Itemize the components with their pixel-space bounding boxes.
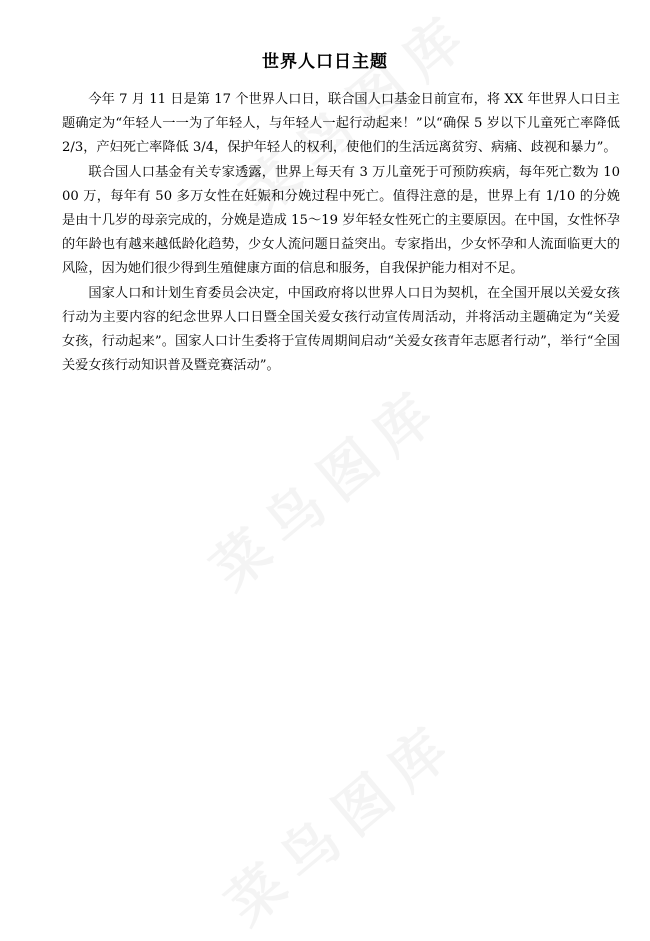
document-body	[62, 88, 620, 378]
watermark	[207, 699, 473, 940]
paragraph-1: 今年 7 月 11 日是第 17 个世界人口日，联合国人口基金日前宣布，将 XX 年世界人口日主题确定为“年轻人一一为了年轻人，与年轻人一起行动起来！”以“确保 5 岁以下儿童死亡率降低 2/3，产妇死亡率降低 3/4，保护年轻人的权利，使他们的生活远离贫穷、病痛、歧视和暴力”。	[62, 92, 620, 156]
paragraph-3: 国家人口和计划生育委员会决定，中国政府将以世界人口日为契机，在全国开展以关爱女孩行动为主要内容的纪念世界人口日暨全国关爱女孩行动宣传周活动，并将活动主题确定为“关爱女孩，行动起来”。国家人口计生委将于宣传周期间启动“关爱女孩青年志愿者行动”，举行“全国关爱女孩行动知识普及暨竞赛活动”。	[62, 285, 620, 374]
watermark	[192, 364, 458, 605]
document-title: 世界人口日主题	[262, 52, 388, 72]
paragraph-2: 联合国人口基金有关专家透露，世界上每天有 3 万儿童死于可预防疾病，每年死亡数为 1000 万，每年有 50 多万女性在妊娠和分娩过程中死亡。值得注意的是，世界上有 1/10 的分娩是由十几岁的母亲完成的，分娩是造成 15～19 岁年轻女性死亡的主要原因。在中国，女性怀孕的年龄也有越来越低龄化趋势，少女人流问题日益突出。专家指出，少女怀孕和人流面临更大的风险，因为她们很少得到生殖健康方面的信息和服务，自我保护能力相对不足。	[62, 164, 620, 277]
